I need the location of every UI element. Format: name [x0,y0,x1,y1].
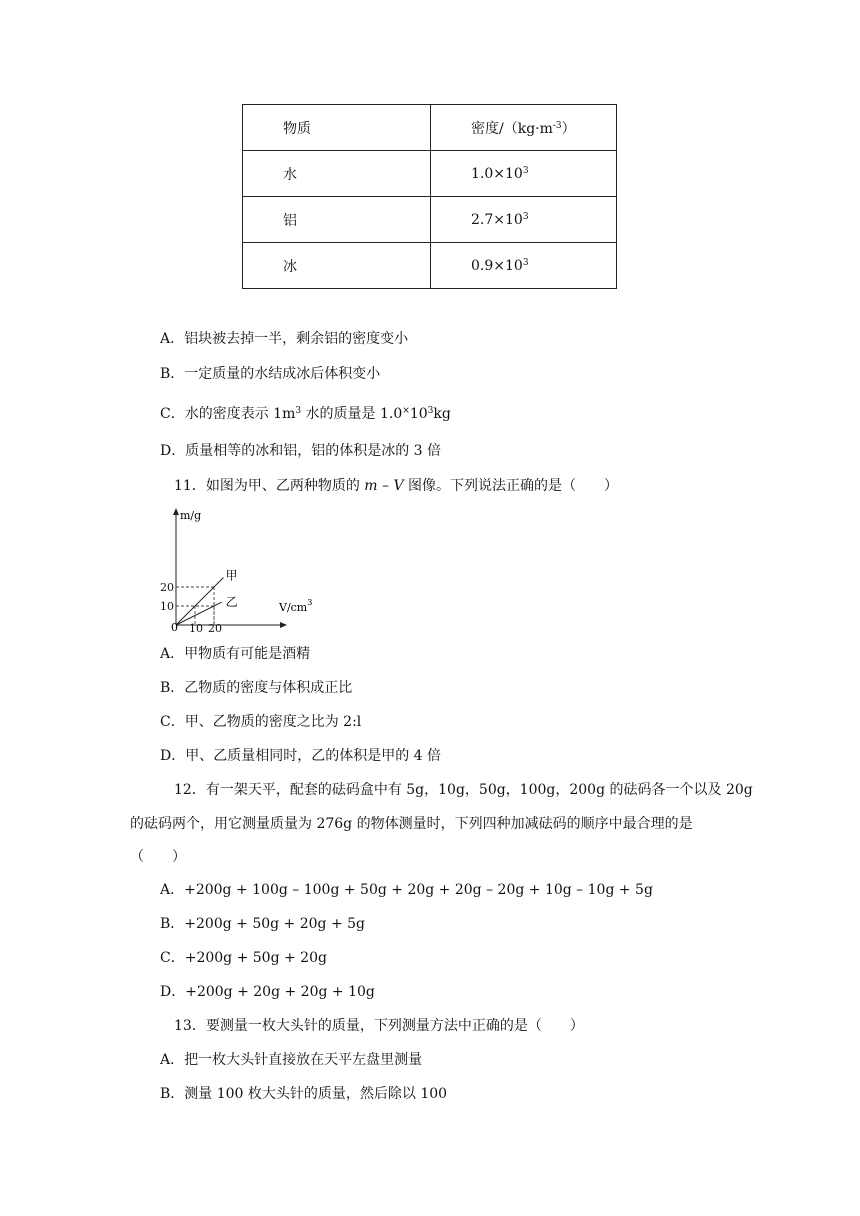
q10-option-c: C．水的密度表示 $1m^3$ 水的质量是 $1.0^\times 10^3kg$ [160,406,451,422]
q12-option-b: B．+200g + 50g + 20g + 5g [160,916,366,932]
q13-option-b: B．测量 100 枚大头针的质量，然后除以 100 [160,1086,448,1102]
density-table [242,104,617,289]
q12-stem-line-3: （ ） [130,849,186,865]
q11-stem: 11．如图为甲、乙两种物质的 m – V 图像。下列说法正确的是（ ） [174,478,619,494]
y-axis-label: m/g [180,509,202,522]
q11-option-d: D．甲、乙质量相同时，乙的体积是甲的 4 倍 [160,748,442,764]
q11-option-c: C．甲、乙物质的密度之比为 2:l [160,714,362,730]
y-axis-arrow [173,508,179,515]
header-density: 密度$/(kg\cdot m^{-3})$ [431,105,617,151]
table-row [243,243,617,289]
q10-option-a: A．铝块被去掉一半，剩余铝的密度变小 [160,331,409,347]
q13-option-a: A．把一枚大头针直接放在天平左盘里测量 [160,1052,423,1068]
x-axis-label: $V/cm^3$ [279,598,313,614]
q12-option-c: C．+200g + 50g + 20g [160,950,327,966]
table-row [243,151,617,197]
x-tick-label: 20 [208,622,222,635]
density-value: $0.9\times 10^3$ [431,243,617,289]
header-substance: 物质 [243,105,431,151]
q12-option-d: D．+200g + 20g + 20g + 10g [160,984,375,1000]
density-value: $2.7\times 10^3$ [431,197,617,243]
line-jia-label: 甲 [225,568,238,583]
x-axis-arrow [280,622,287,628]
q11-option-b: B．乙物质的密度与体积成正比 [160,680,353,696]
q12-stem-line-2: 的砝码两个，用它测量质量为 276g 的物体测量时，下列四种加减砝码的顺序中最合理的是 [130,816,693,832]
q12-stem-line-1: 12．有一架天平，配套的砝码盒中有 5g，10g，50g，100g，200g 的砝码各一个以及 20g [174,782,753,798]
table-row [243,197,617,243]
y-tick-label: 20 [160,581,174,594]
y-tick-label: 10 [160,600,174,613]
substance-name: 铝 [243,197,431,243]
q13-stem: 13．要测量一枚大头针的质量，下列测量方法中正确的是（ ） [174,1018,584,1034]
q10-option-d: D．质量相等的冰和铝，铝的体积是冰的 3 倍 [160,443,442,459]
table-header-row [243,105,617,151]
line-yi-label: 乙 [225,595,238,610]
q10-option-b: B．一定质量的水结成冰后体积变小 [160,366,381,382]
series-line-jia [176,578,224,626]
q11-option-a: A．甲物质有可能是酒精 [160,646,311,662]
density-value: $1.0\times 10^3$ [431,151,617,197]
mass-volume-graph [160,508,328,635]
q12-option-a: A．+200g + 100g – 100g + 50g + 20g + 20g – 20g + 10g – 10g + 5g [160,882,653,898]
x-tick-label: 10 [189,622,203,635]
substance-name: 水 [243,151,431,197]
substance-name: 冰 [243,243,431,289]
origin-label: 0 [171,621,178,634]
